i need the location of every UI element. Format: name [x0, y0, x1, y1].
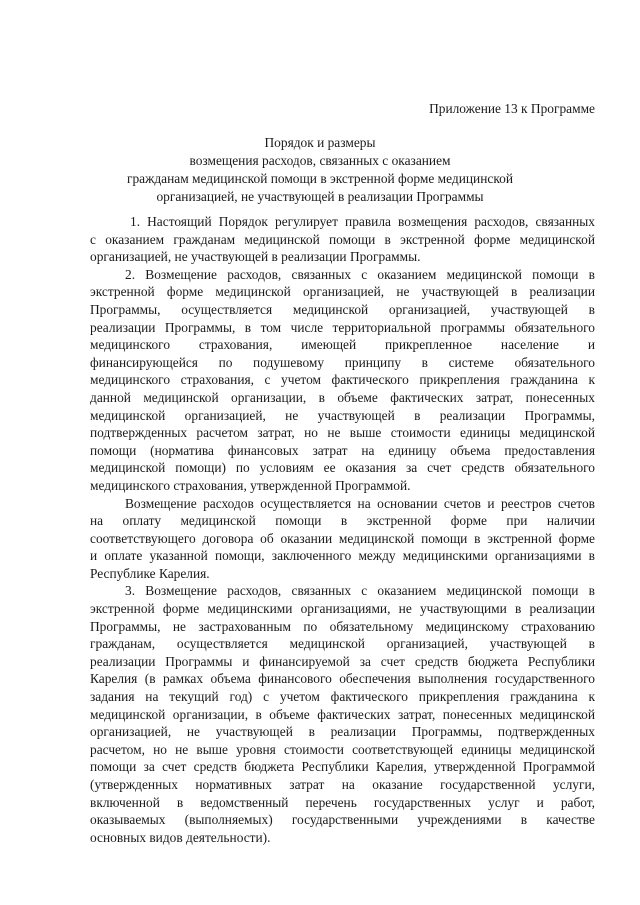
- body-line: на оплату медицинской помощи в экстренной форме при наличии: [90, 513, 595, 529]
- body-line: медицинского страхования, имеющей прикрепленное население и: [90, 337, 595, 353]
- body-line: оказываемых (выполняемых) государственными учреждениями в качестве: [90, 812, 595, 828]
- body-line: 3. Возмещение расходов, связанных с оказанием медицинской помощи в: [125, 583, 595, 599]
- body-line: реализации Программы, в том числе территориальной программы обязательного: [90, 319, 595, 335]
- body-line: с оказанием гражданам медицинской помощи в экстренной форме медицинской: [90, 231, 595, 247]
- body-line: медицинского страхования, с учетом фактического прикрепления гражданина к: [90, 372, 595, 388]
- title-line: гражданам медицинской помощи в экстренной форме медицинской: [126, 171, 514, 186]
- body-line: помощи за счет средств бюджета Республики Карелия, утвержденной Программой: [90, 759, 595, 775]
- body-line: Возмещение расходов осуществляется на основании счетов и реестров счетов: [125, 495, 595, 511]
- annex-label: Приложение 13 к Программе: [429, 101, 595, 116]
- body-line: медицинской организации, в объеме фактических затрат, понесенных медицинской: [90, 706, 595, 722]
- body-line: подтвержденных расчетом затрат, но не выше стоимости единицы медицинской: [90, 425, 595, 441]
- body-line: 2. Возмещение расходов, связанных с оказанием медицинской помощи в: [125, 266, 595, 282]
- body-line: медицинской помощи) по условиям ее оказания за счет средств обязательного: [90, 460, 595, 476]
- body-line: медицинской организацией, не участвующей в реализации Программы,: [90, 407, 595, 423]
- document-title: [90, 134, 550, 206]
- body-line: и оплате указанной помощи, заключенного между медицинскими организациями в: [90, 548, 595, 564]
- body-line: организацией, не участвующей в реализации Программы.: [90, 249, 421, 265]
- body-line: Карелия (в рамках объема финансового обеспечения выполнения государственного: [90, 671, 595, 687]
- body-line: Программы, не застрахованным по обязательному медицинскому страхованию: [90, 618, 595, 634]
- body-line: (утвержденных нормативных затрат на оказание государственной услуги,: [90, 777, 595, 792]
- body-line: основных видов деятельности).: [90, 829, 271, 845]
- document-body: [90, 213, 595, 846]
- body-line: 1. Настоящий Порядок регулирует правила возмещения расходов, связанных: [130, 214, 595, 229]
- body-line: экстренной форме медицинской организацией, не участвующей в реализации: [90, 284, 595, 300]
- body-line: помощи (норматива финансовых затрат на единицу объема предоставления: [90, 442, 595, 458]
- body-line: расчетом, но не выше уровня стоимости соответствующей единицы медицинской: [90, 741, 595, 757]
- body-line: организацией, не участвующей в реализации Программы, подтвержденных: [90, 724, 595, 740]
- body-line: соответствующего договора об оказании медицинской помощи в экстренной форме: [90, 530, 595, 546]
- body-line: Программы, осуществляется медицинской организацией, участвующей в: [90, 301, 595, 317]
- body-line: Республике Карелия.: [90, 565, 210, 581]
- body-line: задания на текущий год) с учетом фактического прикрепления гражданина к: [90, 689, 595, 705]
- body-line: гражданам, осуществляется медицинской организацией, участвующей в: [90, 636, 595, 652]
- body-line: экстренной форме медицинскими организациями, не участвующими в реализации: [90, 601, 595, 617]
- title-line: Порядок и размеры: [264, 135, 376, 150]
- title-line: организацией, не участвующей в реализации Программы: [156, 189, 484, 204]
- title-line: возмещения расходов, связанных с оказанием: [189, 153, 451, 168]
- body-line: финансирующейся по подушевому принципу в системе обязательного: [90, 354, 595, 370]
- body-line: реализации Программы и финансируемой за счет средств бюджета Республики: [90, 653, 595, 669]
- body-line: данной медицинской организации, в объеме фактических затрат, понесенных: [90, 389, 595, 405]
- body-line: медицинского страхования, утвержденной Программой.: [90, 477, 411, 493]
- body-line: включенной в ведомственный перечень государственных услуг и работ,: [90, 794, 595, 810]
